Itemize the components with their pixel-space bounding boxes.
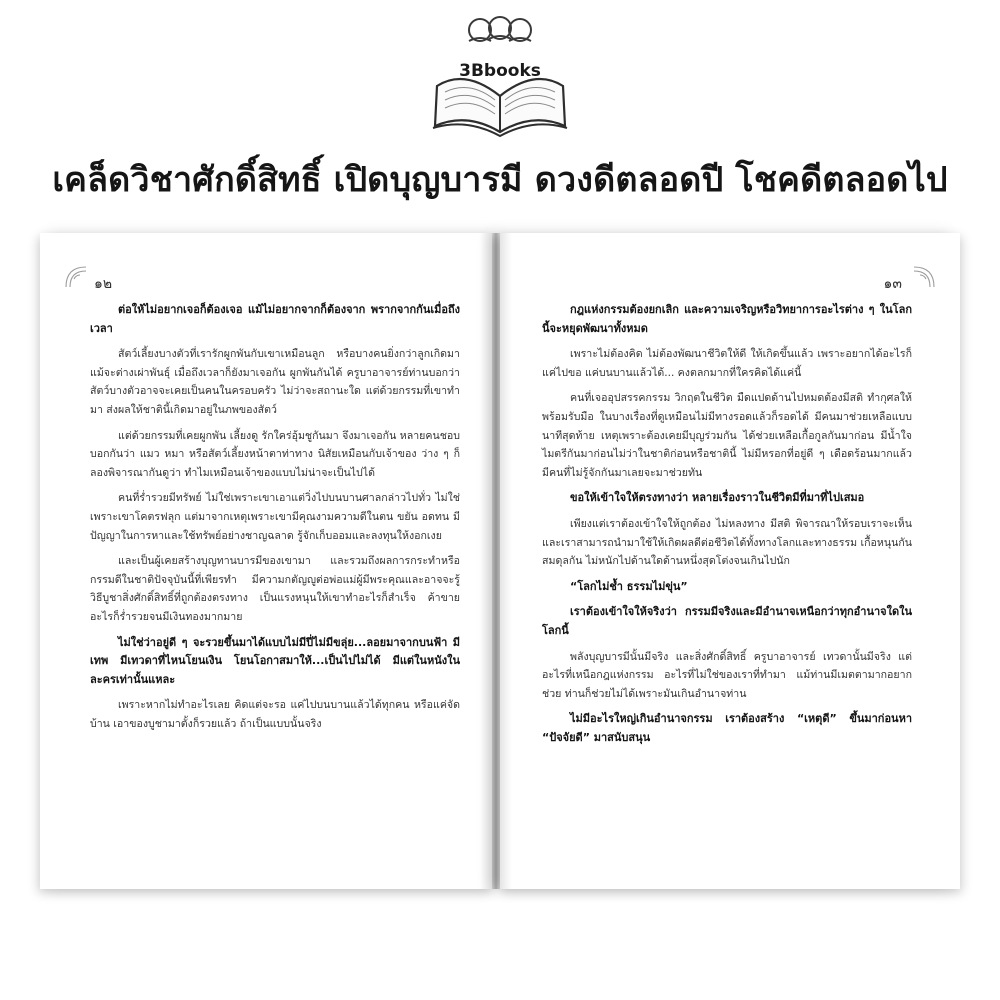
paragraph: เพราะหากไม่ทำอะไรเลย คิดแต่จะรอ แค่ไปบนบานแล้วได้ทุกคน หรือแค่จัดบ้าน เอาของบูชามาตั้งก็รวยแล้ว ถ้าเป็นแบบนั้นจริง xyxy=(90,699,460,730)
right-page xyxy=(500,233,960,889)
paragraph: พลังบุญบารมีนั้นมีจริง และสิ่งศักดิ์สิทธิ์ ครูบาอาจารย์ เทวดานั้นมีจริง แต่อะไรที่เหนือกฎแห่งกรรม อะไรที่ไม่ใช่ของเราที่ทำมา แม้ท่านมีเมตตามากอยากช่วย ท่านก็ช่วยไม่ได้เพราะมันเกินอำนาจท่าน xyxy=(542,650,912,700)
page-number: ๑๓ xyxy=(883,276,902,292)
paragraph: เพียงแต่เราต้องเข้าใจให้ถูกต้อง ไม่หลงทาง มีสติ พิจารณาให้รอบเราจะเห็น และเราสามารถนำมาใช้ให้เกิดผลดีต่อชีวิตได้ทั้งทางโลกและทางธรรม เกื้อหนุนกัน สมดุลกัน ไม่หนักไปด้านใดด้านหนึ่งสุดโต่งจนเกินไปนัก xyxy=(542,517,913,568)
corner-ornament-icon xyxy=(64,265,88,289)
open-book-with-readers-icon xyxy=(425,8,575,143)
paragraph-heading: เราต้องเข้าใจให้จริงว่า กรรมมีจริงและมีอำนาจเหนือกว่าทุกอำนาจใดในโลกนี้ xyxy=(542,605,912,637)
paragraph-heading: ต่อให้ไม่อยากเจอก็ต้องเจอ แม้ไม่อยากจากก็ต้องจาก พรากจากกันเมื่อถึงเวลา xyxy=(90,303,460,335)
right-page-text xyxy=(542,301,912,754)
paragraph: คนที่ร่ำรวยมีทรัพย์ ไม่ใช่เพราะเขาเอาแต่วิ่งไปบนบานศาลกล่าวไปทั่ว ไม่ใช่เพราะเขาโคตรฟลุก แต่มาจากเหตุเพราะเขามีคุณงามความดีในตน ขยัน อดทน มีปัญญาในการหาและใช้ทรัพย์อย่างชาญฉลาด รู้จักเก็บออมและลงทุนให้งอกเงย xyxy=(90,492,460,542)
paragraph: แต่ด้วยกรรมที่เคยผูกพัน เลี้ยงดู รักใคร่อุ้มชูกันมา จึงมาเจอกัน หลายคนชอบบอกกันว่า แมว หมา หรือสัตว์เลี้ยงหน้าตาท่าทาง นิสัยเหมือนกับเจ้าของ ว่าง ๆ ก็ลองพิจารณากันดูว่า ทำไมเหมือนเจ้าของแบบไม่น่าจะเป็นไปได้ xyxy=(90,429,460,479)
corner-ornament-icon xyxy=(912,265,936,289)
paragraph-heading: “โลกไม่ช้ำ ธรรมไม่ขุ่น” xyxy=(570,579,688,593)
paragraph-heading: ไม่มีอะไรใหญ่เกินอำนาจกรรม เราต้องสร้าง “เหตุดี” ขึ้นมาก่อนหา “ปัจจัยดี” มาสนับสนุน xyxy=(542,712,912,744)
paragraph-heading: กฎแห่งกรรมต้องยกเลิก และความเจริญหรือวิทยาการอะไรต่าง ๆ ในโลกนี้จะหยุดพัฒนาทั้งหมด xyxy=(542,303,912,335)
paragraph: สัตว์เลี้ยงบางตัวที่เรารักผูกพันกับเขาเหมือนลูก หรือบางคนยิ่งกว่าลูกเกิดมาแม้จะต่างเผ่าพันธุ์ เมื่อถึงเวลาก็ยังมาเจอกัน ผูกพันกันได้ ครูบาอาจารย์ท่านบอกว่า สัตว์บางตัวอาจจะเคยเป็นคนในครอบครัว ไม่ว่าจะสถานะใด แต่ด้วยกรรมที่เขาทำมา ส่งผลให้ชาตินี้เกิดมาอยู่ในภพของสัตว์ xyxy=(90,348,460,416)
paragraph: และเป็นผู้เคยสร้างบุญทานบารมีของเขามา และรวมถึงผลการกระทำหรือกรรมดีในชาติปัจจุบันนี้ที่เพียรทำ มีความกตัญญูต่อพ่อแม่ผู้มีพระคุณและอาจจะรู้วิธีบูชาสิ่งศักดิ์สิทธิ์ที่ถูกต้องตรงทาง เป็นแรงหนุนให้เขาทำอะไรก็สำเร็จ ค้าขายอะไรก็ร่ำรวยจนมีเงินทองมากมาย xyxy=(90,555,460,623)
paragraph-heading: ขอให้เข้าใจให้ตรงทางว่า หลายเรื่องราวในชีวิตมีที่มาที่ไปเสมอ xyxy=(570,491,865,505)
paragraph: เพราะไม่ต้องคิด ไม่ต้องพัฒนาชีวิตให้ดี ให้เกิดขึ้นแล้ว เพราะอยากได้อะไรก็แค่ไปขอ แค่บนบานแล้วได้... คงตลกมากที่ใครคิดได้แค่นี้ xyxy=(542,348,912,379)
brand-logo xyxy=(425,8,575,143)
paragraph: คนที่เจออุปสรรคกรรม วิกฤตในชีวิต มืดแปดด้านไปหมดต้องมีสติ ทำกุศลให้พร้อมรับมือ ในบางเรื่องที่ดูเหมือนไม่มีทางรอดแล้วก็รอดได้ มีคนมาช่วยเหลือแบบนาทีสุดท้าย เหตุเพราะต้องเคยมีบุญร่วมกัน ได้ช่วยเหลือเกื้อกูลกันมาก่อน มีน้ำใจไมตรีกันมาก่อนไม่ว่าในชาติก่อนหรือชาตินี้ ไม่มีหรอกที่อยู่ดี ๆ เดือดร้อนมากแล้วมีคนที่ไม่รู้จักกันมาเลยจะมาช่วยทัน xyxy=(542,392,912,479)
paragraph-heading: ไม่ใช่ว่าอยู่ดี ๆ จะรวยขึ้นมาได้แบบไม่มีปี่ไม่มีขลุ่ย...ลอยมาจากบนฟ้า มีเทพ มีเทวดาที่ไหนโยนเงิน โยนโอกาสมาให้...เป็นไปไม่ได้ มีแต่ในหนังในละครเท่านั้นแหละ xyxy=(90,635,460,686)
page-number: ๑๒ xyxy=(94,276,113,292)
left-page xyxy=(40,233,492,889)
logo-text: 3Bbooks xyxy=(459,61,541,81)
headline: เคล็ดวิชาศักดิ์สิทธิ์ เปิดบุญบารมี ดวงดีตลอดปี โชคดีตลอดไป xyxy=(52,160,948,200)
left-page-text xyxy=(90,301,460,740)
